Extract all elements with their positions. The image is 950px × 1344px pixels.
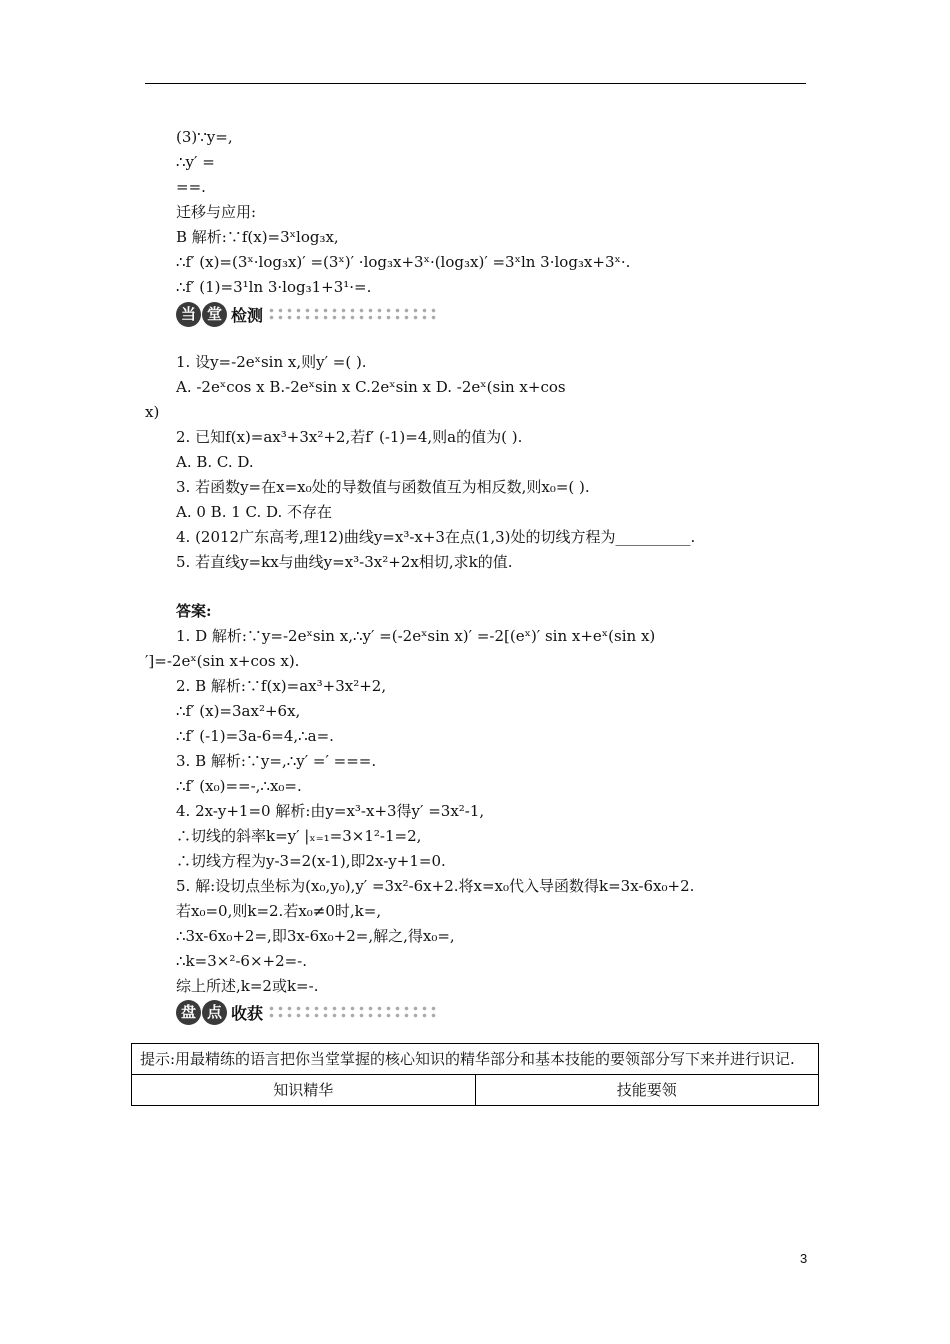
question-line: A. -2eˣcos x B.-2eˣsin x C.2eˣsin x D. -2eˣ(sin x+cos	[176, 378, 566, 396]
answer-line: ∴f′ (-1)=3a-6=4,∴a=.	[176, 727, 334, 745]
summary-col-knowledge: 知识精华	[132, 1075, 476, 1106]
answer-line: 5. 解:设切点坐标为(x₀,y₀),y′ =3x²-6x+2.将x=x₀代入导函数得k=3x-6x₀+2.	[176, 877, 695, 895]
text-line: ==.	[176, 178, 206, 196]
answer-line: ∴f′ (x)=3ax²+6x,	[176, 702, 301, 720]
summary-hint: 提示:用最精练的语言把你当堂掌握的核心知识的精华部分和基本技能的要领部分写下来并进行识记.	[132, 1044, 819, 1075]
question-line: 3. 若函数y=在x=x₀处的导数值与函数值互为相反数,则x₀=( ).	[176, 478, 590, 496]
section-heading-summary	[176, 999, 437, 1025]
answer-line: ∴k=3×²-6×+2=-.	[176, 952, 308, 970]
page-number: 3	[800, 1251, 808, 1266]
badge-char: 点	[202, 1000, 227, 1025]
answer-line: 1. D 解析:∵y=-2eˣsin x,∴y′ =(-2eˣsin x)′ =-2[(eˣ)′ sin x+eˣ(sin x)	[176, 627, 656, 645]
badge-char: 盘	[176, 1000, 201, 1025]
section-title: 收获	[231, 1003, 264, 1023]
answers-title: 答案:	[176, 602, 212, 620]
question-line: 5. 若直线y=kx与曲线y=x³-3x²+2x相切,求k的值.	[176, 553, 513, 571]
text-line: ∴f′ (x)=(3ˣ·log₃x)′ =(3ˣ)′ ·log₃x+3ˣ·(log₃x)′ =3ˣln 3·log₃x+3ˣ·.	[176, 253, 631, 271]
text-line: (3)∵y=,	[176, 128, 233, 146]
text-line: 迁移与应用:	[176, 203, 257, 221]
text-line: ∴y′ =	[176, 153, 215, 171]
text-line: ∴f′ (1)=3¹ln 3·log₃1+3¹·=.	[176, 278, 372, 296]
answer-line: ∴3x-6x₀+2=,即3x-6x₀+2=,解之,得x₀=,	[176, 927, 455, 945]
question-line: A. B. C. D.	[176, 453, 254, 471]
answer-line: ∴切线方程为y-3=2(x-1),即2x-y+1=0.	[176, 852, 446, 870]
header-rule	[145, 83, 806, 84]
answer-line: ∴f′ (x₀)==-,∴x₀=.	[176, 777, 302, 795]
answer-line: ′]=-2eˣ(sin x+cos x).	[145, 652, 300, 670]
question-line: x)	[145, 403, 160, 421]
answer-line: 若x₀=0,则k=2.若x₀≠0时,k=,	[176, 902, 382, 920]
section-heading-check	[176, 301, 437, 327]
answer-line: ∴切线的斜率k=y′ |ₓ₌₁=3×1²-1=2,	[176, 827, 422, 845]
section-title: 检测	[231, 305, 264, 325]
badge-char: 当	[176, 302, 201, 327]
question-line: A. 0 B. 1 C. D. 不存在	[176, 503, 333, 521]
summary-col-skills: 技能要领	[475, 1075, 819, 1106]
badge-char: 堂	[202, 302, 227, 327]
answer-line: 2. B 解析:∵f(x)=ax³+3x²+2,	[176, 677, 387, 695]
dotted-decoration	[267, 307, 437, 321]
text-line: B 解析:∵f(x)=3ˣlog₃x,	[176, 228, 339, 246]
question-line: 2. 已知f(x)=ax³+3x²+2,若f′ (-1)=4,则a的值为( ).	[176, 428, 523, 446]
answer-line: 综上所述,k=2或k=-.	[176, 977, 319, 995]
question-line: 4. (2012广东高考,理12)曲线y=x³-x+3在点(1,3)处的切线方程为__________.	[176, 528, 696, 546]
summary-table	[131, 1043, 819, 1106]
answer-line: 4. 2x-y+1=0 解析:由y=x³-x+3得y′ =3x²-1,	[176, 802, 485, 820]
dotted-decoration	[267, 1005, 437, 1019]
answer-line: 3. B 解析:∵y=,∴y′ =′ ===.	[176, 752, 377, 770]
question-line: 1. 设y=-2eˣsin x,则y′ =( ).	[176, 353, 367, 371]
